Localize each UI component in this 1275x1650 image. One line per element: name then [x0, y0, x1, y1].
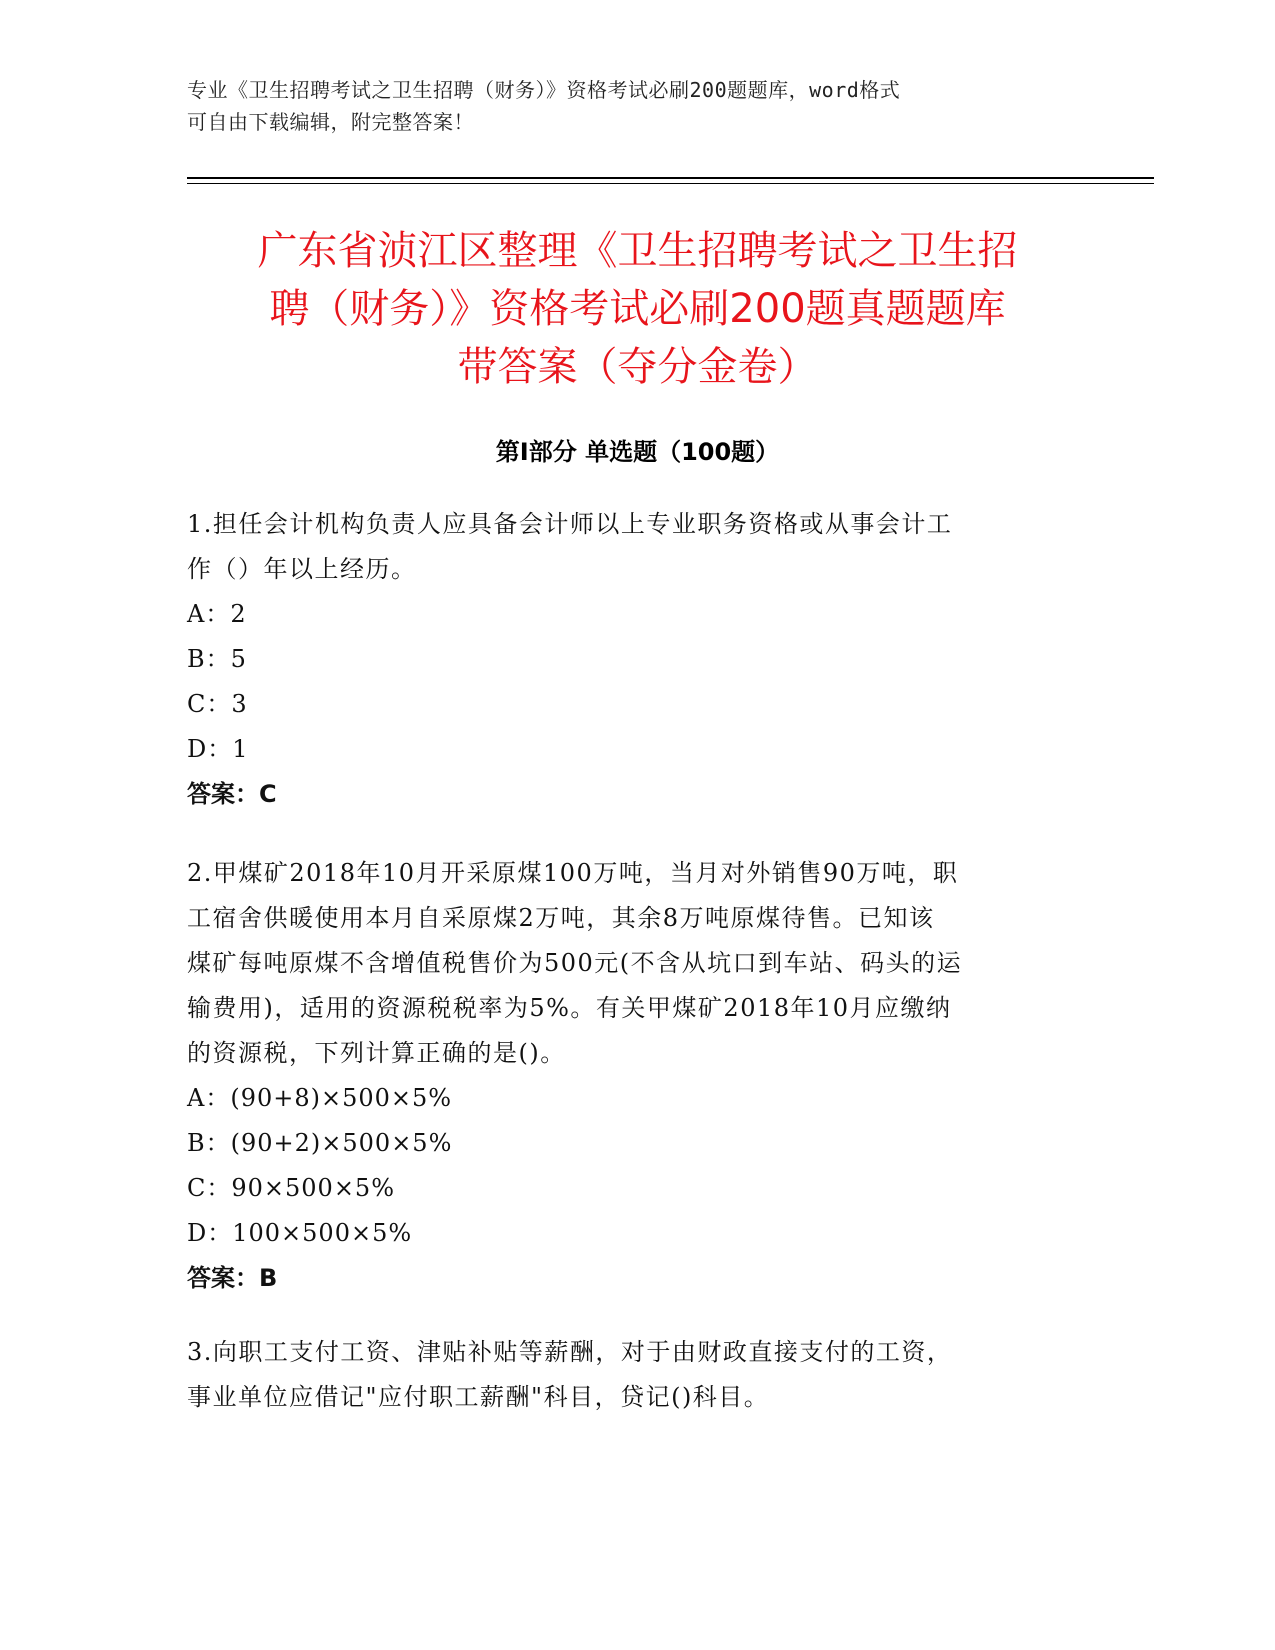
header-divider-thick: [187, 177, 1154, 179]
question-2-option-d: D：100×500×5%: [187, 1219, 413, 1247]
header-note-line-2: 可自由下载编辑，附完整答案！: [187, 110, 474, 134]
question-2-line-5: 的资源税，下列计算正确的是()。: [187, 1039, 566, 1067]
section-heading: 第Ⅰ部分 单选题（100题）: [495, 438, 780, 466]
question-2-option-b: B：(90+2)×500×5%: [187, 1129, 453, 1157]
question-1-line-1: 1.担任会计机构负责人应具备会计师以上专业职务资格或从事会计工: [187, 510, 953, 538]
question-2-option-a: A：(90+8)×500×5%: [187, 1084, 453, 1112]
title-line-1: 广东省浈江区整理《卫生招聘考试之卫生招: [257, 228, 1018, 274]
question-2-option-c: C：90×500×5%: [187, 1174, 396, 1202]
question-1-option-b: B：5: [187, 645, 247, 673]
question-1-option-d: D：1: [187, 735, 249, 763]
question-2-line-2: 工宿舍供暖使用本月自采原煤2万吨，其余8万吨原煤待售。已知该: [187, 904, 935, 932]
title-line-2: 聘（财务）》资格考试必刷200题真题题库: [269, 286, 1006, 332]
question-2-line-1: 2.甲煤矿2018年10月开采原煤100万吨，当月对外销售90万吨，职: [187, 859, 959, 887]
question-1-option-a: A：2: [187, 600, 247, 628]
question-1-option-c: C：3: [187, 690, 248, 718]
question-1-answer: 答案：C: [187, 780, 277, 808]
question-2-line-3: 煤矿每吨原煤不含增值税售价为500元(不含从坑口到车站、码头的运: [187, 949, 963, 977]
question-3-line-2: 事业单位应借记"应付职工薪酬"科目，贷记()科目。: [187, 1383, 770, 1411]
title-line-3: 带答案（夺分金卷）: [457, 344, 818, 390]
question-2-line-4: 输费用)，适用的资源税税率为5%。有关甲煤矿2018年10月应缴纳: [187, 994, 952, 1022]
question-3-line-1: 3.向职工支付工资、津贴补贴等薪酬，对于由财政直接支付的工资，: [187, 1338, 953, 1366]
document-title: [150, 222, 1125, 396]
question-1-line-2: 作（）年以上经历。: [187, 555, 417, 583]
header-divider-thin: [187, 183, 1154, 184]
header-note-line-1: 专业《卫生招聘考试之卫生招聘（财务）》资格考试必刷200题题库，word格式: [187, 78, 901, 102]
question-2: [187, 851, 1087, 1301]
header-note: [187, 74, 1057, 138]
question-2-answer: 答案：B: [187, 1264, 278, 1292]
question-3: [187, 1330, 1087, 1420]
question-1: [187, 502, 1087, 817]
